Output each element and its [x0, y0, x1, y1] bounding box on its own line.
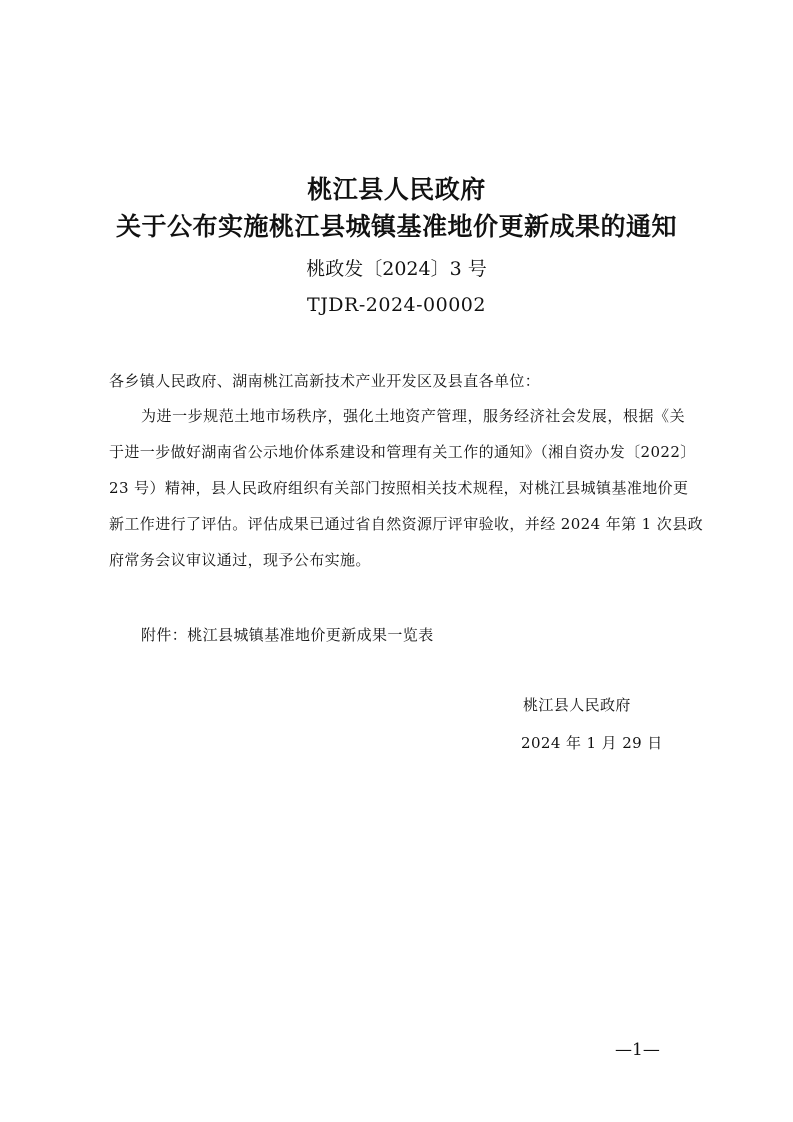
salutation: 各乡镇人民政府、湖南桃江高新技术产业开发区及县直各单位：: [109, 372, 541, 390]
attachment-note: 附件：桃江县城镇基准地价更新成果一览表: [141, 626, 434, 644]
document-number: 桃政发〔2024〕3 号: [306, 258, 487, 280]
signature-date: 2024 年 1 月 29 日: [521, 734, 663, 752]
body-line: 新工作进行了评估。评估成果已通过省自然资源厅评审验收，并经 2024 年第 1 次县政: [109, 515, 703, 533]
body-line: 23 号）精神，县人民政府组织有关部门按照相关技术规程，对桃江县城镇基准地价更: [109, 479, 689, 497]
signature-organization: 桃江县人民政府: [523, 696, 631, 714]
body-line: 府常务会议审议通过，现予公布实施。: [109, 551, 371, 569]
document-code: TJDR-2024-00002: [307, 294, 486, 316]
document-title-issuer: 桃江县人民政府: [307, 175, 486, 204]
page-number: —1—: [615, 1040, 660, 1060]
body-line: 于进一步做好湖南省公示地价体系建设和管理有关工作的通知》（湘自资办发〔2022〕: [109, 443, 696, 461]
document-title-subject: 关于公布实施桃江县城镇基准地价更新成果的通知: [115, 212, 677, 241]
body-line: 为进一步规范土地市场秩序，强化土地资产管理，服务经济社会发展，根据《关: [141, 407, 685, 425]
